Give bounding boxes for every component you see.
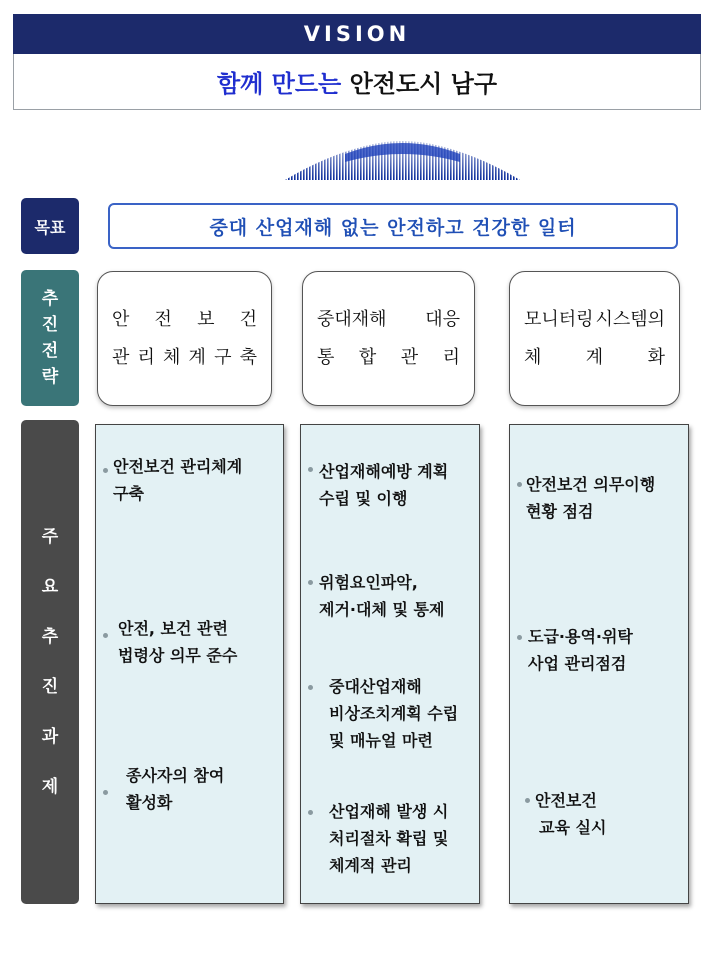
tasks-column-2 bbox=[300, 424, 480, 904]
strategy-card-safety-system bbox=[97, 271, 272, 406]
bullet-dot bbox=[308, 467, 313, 472]
task-item: 도급·용역·위탁 사업 관리점검 bbox=[528, 627, 633, 673]
strategy-label: 추 진 전 략 bbox=[21, 270, 79, 406]
strategy-line: 관 리 체 계 구 축 bbox=[112, 346, 257, 368]
goal-text: 중대 산업재해 없는 안전하고 건강한 일터 bbox=[209, 216, 577, 239]
task-item: 안전보건 교육 실시 bbox=[535, 791, 607, 837]
goal-box bbox=[108, 203, 678, 249]
strategy-line: 중대재해 대응 bbox=[317, 308, 460, 330]
strategy-line: 안 전 보 건 bbox=[112, 308, 257, 330]
task-item: 안전보건 관리체계 구축 bbox=[113, 457, 243, 503]
arch-graphic bbox=[285, 136, 520, 180]
strategy-line: 모니터링 시스템의 bbox=[524, 308, 665, 330]
task-item: 안전, 보건 관련 법령상 의무 준수 bbox=[118, 619, 238, 665]
vision-slogan bbox=[13, 54, 701, 110]
tasks-column-3 bbox=[509, 424, 689, 904]
bullet-dot bbox=[517, 635, 522, 640]
task-item: 안전보건 의무이행 현황 점검 bbox=[526, 475, 656, 521]
task-item: 위험요인파악, 제거·대체 및 통제 bbox=[319, 573, 445, 619]
bullet-dot bbox=[308, 810, 313, 815]
bullet-dot bbox=[103, 633, 108, 638]
strategy-line: 통 합 관 리 bbox=[317, 346, 460, 368]
vision-header bbox=[13, 14, 701, 54]
tasks-label: 주 요 추 진 과 제 bbox=[21, 420, 79, 904]
strategy-card-monitoring bbox=[509, 271, 680, 406]
bullet-dot bbox=[308, 580, 313, 585]
bullet-dot bbox=[308, 685, 313, 690]
task-item: 중대산업재해 비상조치계획 수립 및 매뉴얼 마련 bbox=[329, 677, 459, 750]
strategy-line: 체 계 화 bbox=[524, 346, 665, 368]
vision-label: VISION bbox=[303, 22, 411, 46]
slogan-highlight: 함께 만드는 bbox=[216, 70, 342, 98]
slogan-rest: 안전도시 남구 bbox=[349, 70, 498, 98]
bullet-dot bbox=[103, 468, 108, 473]
task-item: 산업재해 발생 시 처리절차 확립 및 체계적 관리 bbox=[329, 802, 449, 875]
bullet-dot bbox=[103, 790, 108, 795]
bullet-dot bbox=[525, 798, 530, 803]
task-item: 종사자의 참여 활성화 bbox=[126, 766, 225, 812]
task-item: 산업재해예방 계획 수립 및 이행 bbox=[319, 462, 449, 508]
tasks-column-1 bbox=[95, 424, 284, 904]
strategy-card-integrated-response bbox=[302, 271, 475, 406]
goal-label: 목표 bbox=[21, 198, 79, 254]
bullet-dot bbox=[517, 482, 522, 487]
